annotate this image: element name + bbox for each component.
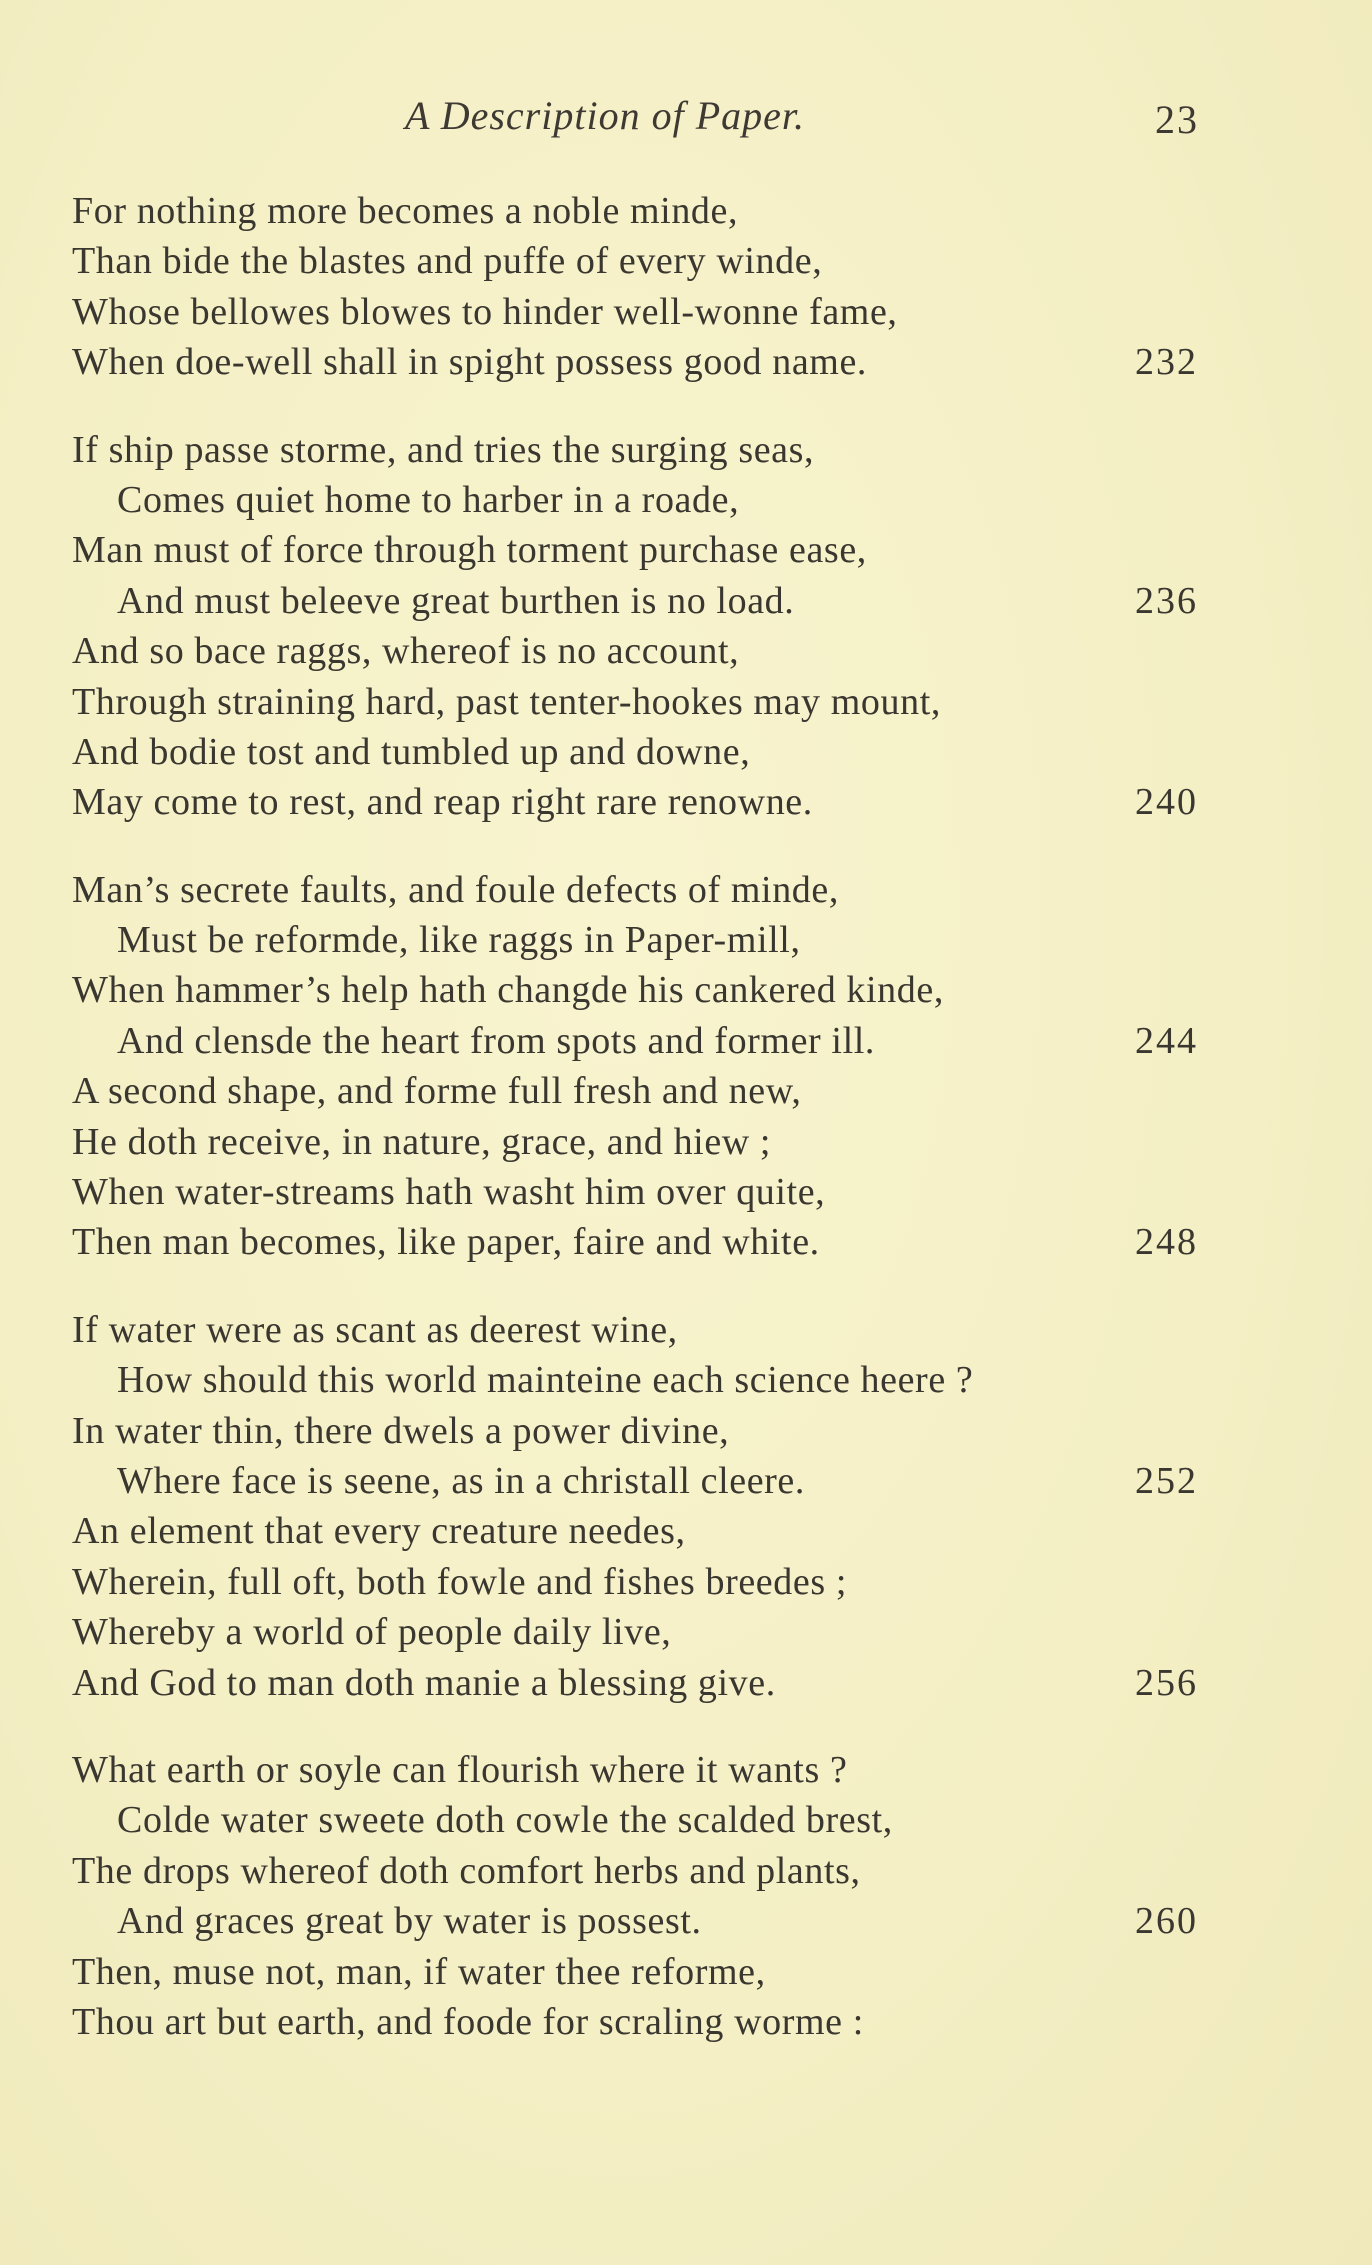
verse-line [72,576,1222,626]
verse-line [72,965,1222,1015]
line-number: 252 [1135,1459,1198,1502]
verse-line [72,1658,1222,1708]
verse-line [72,236,1222,286]
verse-text: Than bide the blastes and puffe of every winde, [72,240,823,283]
verse-line [72,186,1222,236]
verse-line [72,1305,1222,1355]
verse-line [72,287,1222,337]
verse-text: If water were as scant as deerest wine, [72,1308,678,1351]
verse-line [72,1947,1222,1997]
verse-line [72,1745,1222,1795]
verse-text: Where face is seene, as in a christall cleere. [117,1459,805,1502]
verse-text: Thou art but earth, and foode for scraling worme : [72,2000,864,2043]
verse-line [72,1167,1222,1217]
running-head [0,92,1372,152]
page-number: 23 [1155,97,1199,142]
verse-text: Whereby a world of people daily live, [72,1611,672,1654]
verse-text: Must be reformde, like raggs in Paper-mill, [117,919,801,962]
verse-line [72,1607,1222,1657]
verse-line [72,1117,1222,1167]
verse-text: When doe-well shall in spight possess good name. [72,341,868,384]
verse-text: Comes quiet home to harber in a roade, [117,478,740,521]
stanza [72,425,1222,828]
verse-text: Through straining hard, past tenter-hookes may mount, [72,680,941,723]
verse-text: When hammer’s help hath changde his cankered kinde, [72,969,944,1012]
verse-line [72,1506,1222,1556]
line-number: 244 [1135,1019,1198,1062]
line-number: 240 [1135,781,1198,824]
line-number: 256 [1135,1661,1198,1704]
verse-text: And must beleeve great burthen is no load. [117,579,795,622]
line-number: 236 [1135,579,1198,622]
verse-line [72,1997,1222,2047]
stanza [72,865,1222,1268]
verse-text: Wherein, full oft, both fowle and fishes breedes ; [72,1560,847,1603]
verse-text: A second shape, and forme full fresh and new, [72,1070,802,1113]
verse-line [72,1896,1222,1946]
verse-text: And God to man doth manie a blessing give. [72,1661,776,1704]
verse-line [72,777,1222,827]
verse-text: He doth receive, in nature, grace, and hiew ; [72,1120,772,1163]
verse-text: What earth or soyle can flourish where it wants ? [72,1748,848,1791]
verse-text: And graces great by water is possest. [117,1900,702,1943]
poem-body [72,186,1222,2084]
verse-line [72,475,1222,525]
verse-text: Man’s secrete faults, and foule defects of minde, [72,868,839,911]
verse-text: In water thin, there dwels a power divine, [72,1409,730,1452]
verse-line [72,626,1222,676]
verse-line [72,677,1222,727]
verse-line [72,727,1222,777]
stanza [72,1745,1222,2047]
verse-text: And clensde the heart from spots and former ill. [117,1019,875,1062]
verse-line [72,915,1222,965]
verse-line [72,1016,1222,1066]
verse-line [72,865,1222,915]
verse-text: Then, muse not, man, if water thee reforme, [72,1950,766,1993]
line-number: 248 [1135,1221,1198,1264]
verse-text: And bodie tost and tumbled up and downe, [72,730,751,773]
verse-line [72,1456,1222,1506]
verse-line [72,1795,1222,1845]
verse-text: When water-streams hath washt him over quite, [72,1171,826,1214]
verse-text: For nothing more becomes a noble minde, [72,190,739,232]
line-number: 232 [1135,341,1198,384]
verse-text: An element that every creature needes, [72,1510,686,1553]
stanza [72,1305,1222,1708]
verse-text: May come to rest, and reap right rare renowne. [72,781,813,824]
verse-text: And so bace raggs, whereof is no account, [72,630,740,673]
verse-line [72,337,1222,387]
verse-text: If ship passe storme, and tries the surging seas, [72,428,815,471]
verse-line [72,1846,1222,1896]
verse-line [72,425,1222,475]
verse-text: Then man becomes, like paper, faire and white. [72,1221,820,1264]
running-title: A Description of Paper. [405,93,806,138]
verse-line [72,1355,1222,1405]
verse-line [72,1406,1222,1456]
verse-line [72,1217,1222,1267]
verse-line [72,1066,1222,1116]
stanza [72,186,1222,388]
verse-text: The drops whereof doth comfort herbs and plants, [72,1849,861,1892]
verse-line [72,525,1222,575]
verse-line [72,1557,1222,1607]
verse-text: Man must of force through torment purchase ease, [72,529,867,572]
line-number: 260 [1135,1900,1198,1943]
verse-text: Colde water sweete doth cowle the scalded brest, [117,1799,893,1842]
verse-text: How should this world mainteine each science heere ? [117,1359,974,1402]
verse-text: Whose bellowes blowes to hinder well-wonne fame, [72,290,898,333]
